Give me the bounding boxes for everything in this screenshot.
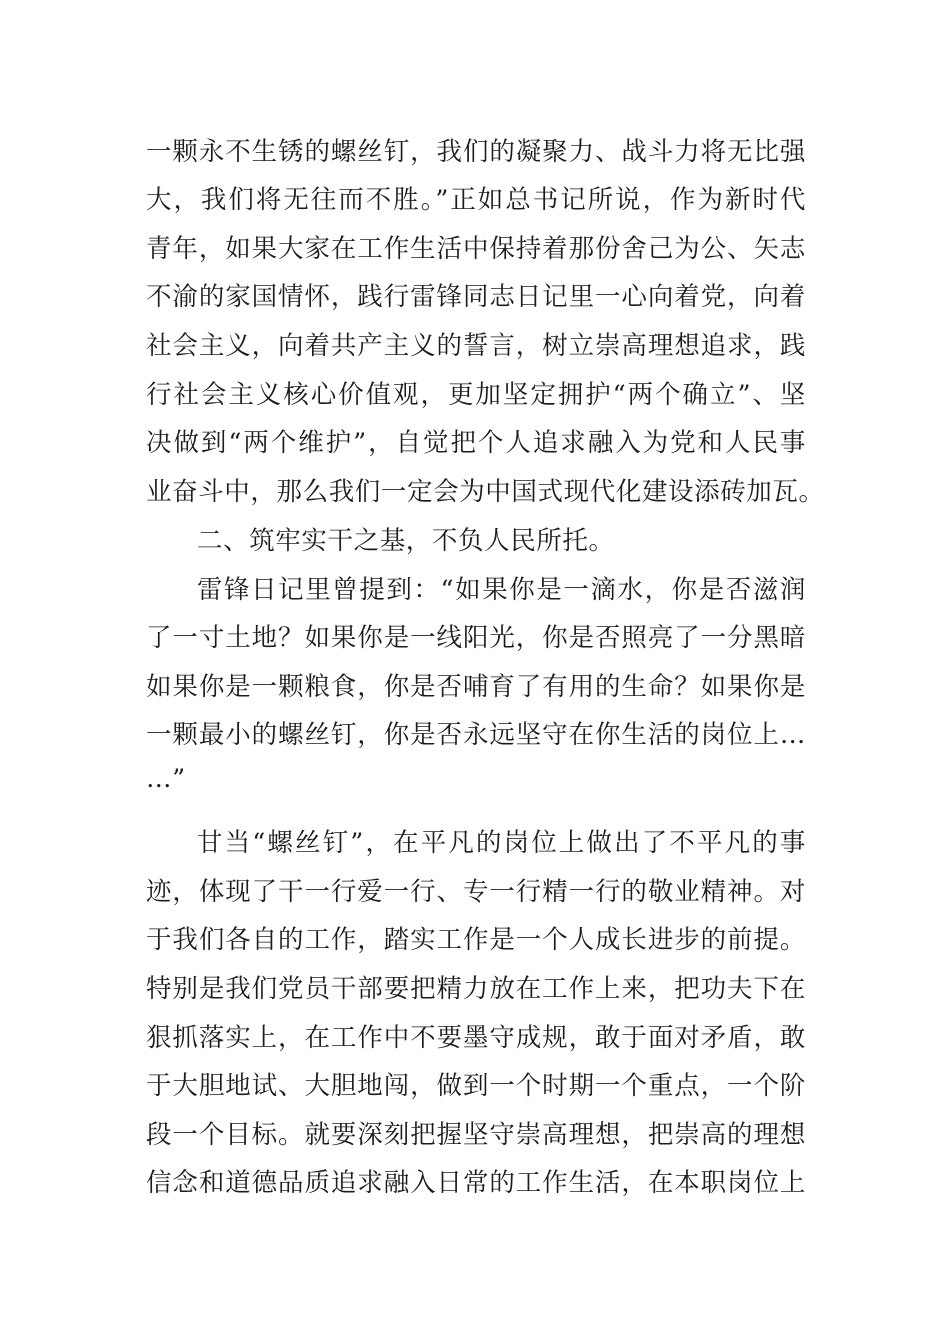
- paragraph-1-line-7: 决做到“两个维护”，自觉把个人追求融入为党和人民事: [146, 428, 806, 458]
- paragraph-1-line-1: 一颗永不生锈的螺丝钉，我们的凝聚力、战斗力将无比强: [146, 137, 806, 167]
- paragraph-1-line-2: 大，我们将无往而不胜。”正如总书记所说，作为新时代: [146, 185, 806, 215]
- paragraph-2-line-4: 一颗最小的螺丝钉，你是否永远坚守在你生活的岗位上…: [146, 720, 806, 750]
- paragraph-3-line-3: 于我们各自的工作，踏实工作是一个人成长进步的前提。: [146, 925, 806, 955]
- paragraph-1-line-4: 不渝的家国情怀，践行雷锋同志日记里一心向着党，向着: [146, 282, 806, 312]
- paragraph-3-line-7: 段一个目标。就要深刻把握坚守崇高理想，把崇高的理想: [146, 1120, 806, 1150]
- paragraph-1-line-3: 青年，如果大家在工作生活中保持着那份舍己为公、矢志: [146, 234, 806, 264]
- paragraph-2-line-1: 雷锋日记里曾提到：“如果你是一滴水，你是否滋润: [197, 575, 806, 605]
- paragraph-3-line-1: 甘当“螺丝钉”，在平凡的岗位上做出了不平凡的事: [197, 828, 806, 858]
- paragraph-3-line-5: 狠抓落实上，在工作中不要墨守成规，敢于面对矛盾，敢: [146, 1023, 806, 1053]
- paragraph-1-line-5: 社会主义，向着共产主义的誓言，树立崇高理想追求，践: [146, 331, 806, 361]
- paragraph-3-line-6: 于大胆地试、大胆地闯，做到一个时期一个重点，一个阶: [146, 1071, 806, 1101]
- paragraph-2-line-2: 了一寸土地？如果你是一线阳光，你是否照亮了一分黑暗: [146, 623, 806, 653]
- paragraph-1-line-8: 业奋斗中，那么我们一定会为中国式现代化建设添砖加瓦。: [146, 477, 825, 507]
- paragraph-2-line-5: …”: [146, 764, 186, 794]
- paragraph-3-line-2: 迹，体现了干一行爱一行、专一行精一行的敬业精神。对: [146, 877, 806, 907]
- section-heading: 二、筑牢实干之基，不负人民所托。: [197, 526, 615, 556]
- paragraph-2-line-3: 如果你是一颗粮食，你是否哺育了有用的生命？如果你是: [146, 672, 806, 702]
- paragraph-1-line-6: 行社会主义核心价值观，更加坚定拥护“两个确立”、坚: [146, 380, 806, 410]
- paragraph-3-line-8: 信念和道德品质追求融入日常的工作生活，在本职岗位上: [146, 1168, 806, 1198]
- paragraph-3-line-4: 特别是我们党员干部要把精力放在工作上来，把功夫下在: [146, 974, 806, 1004]
